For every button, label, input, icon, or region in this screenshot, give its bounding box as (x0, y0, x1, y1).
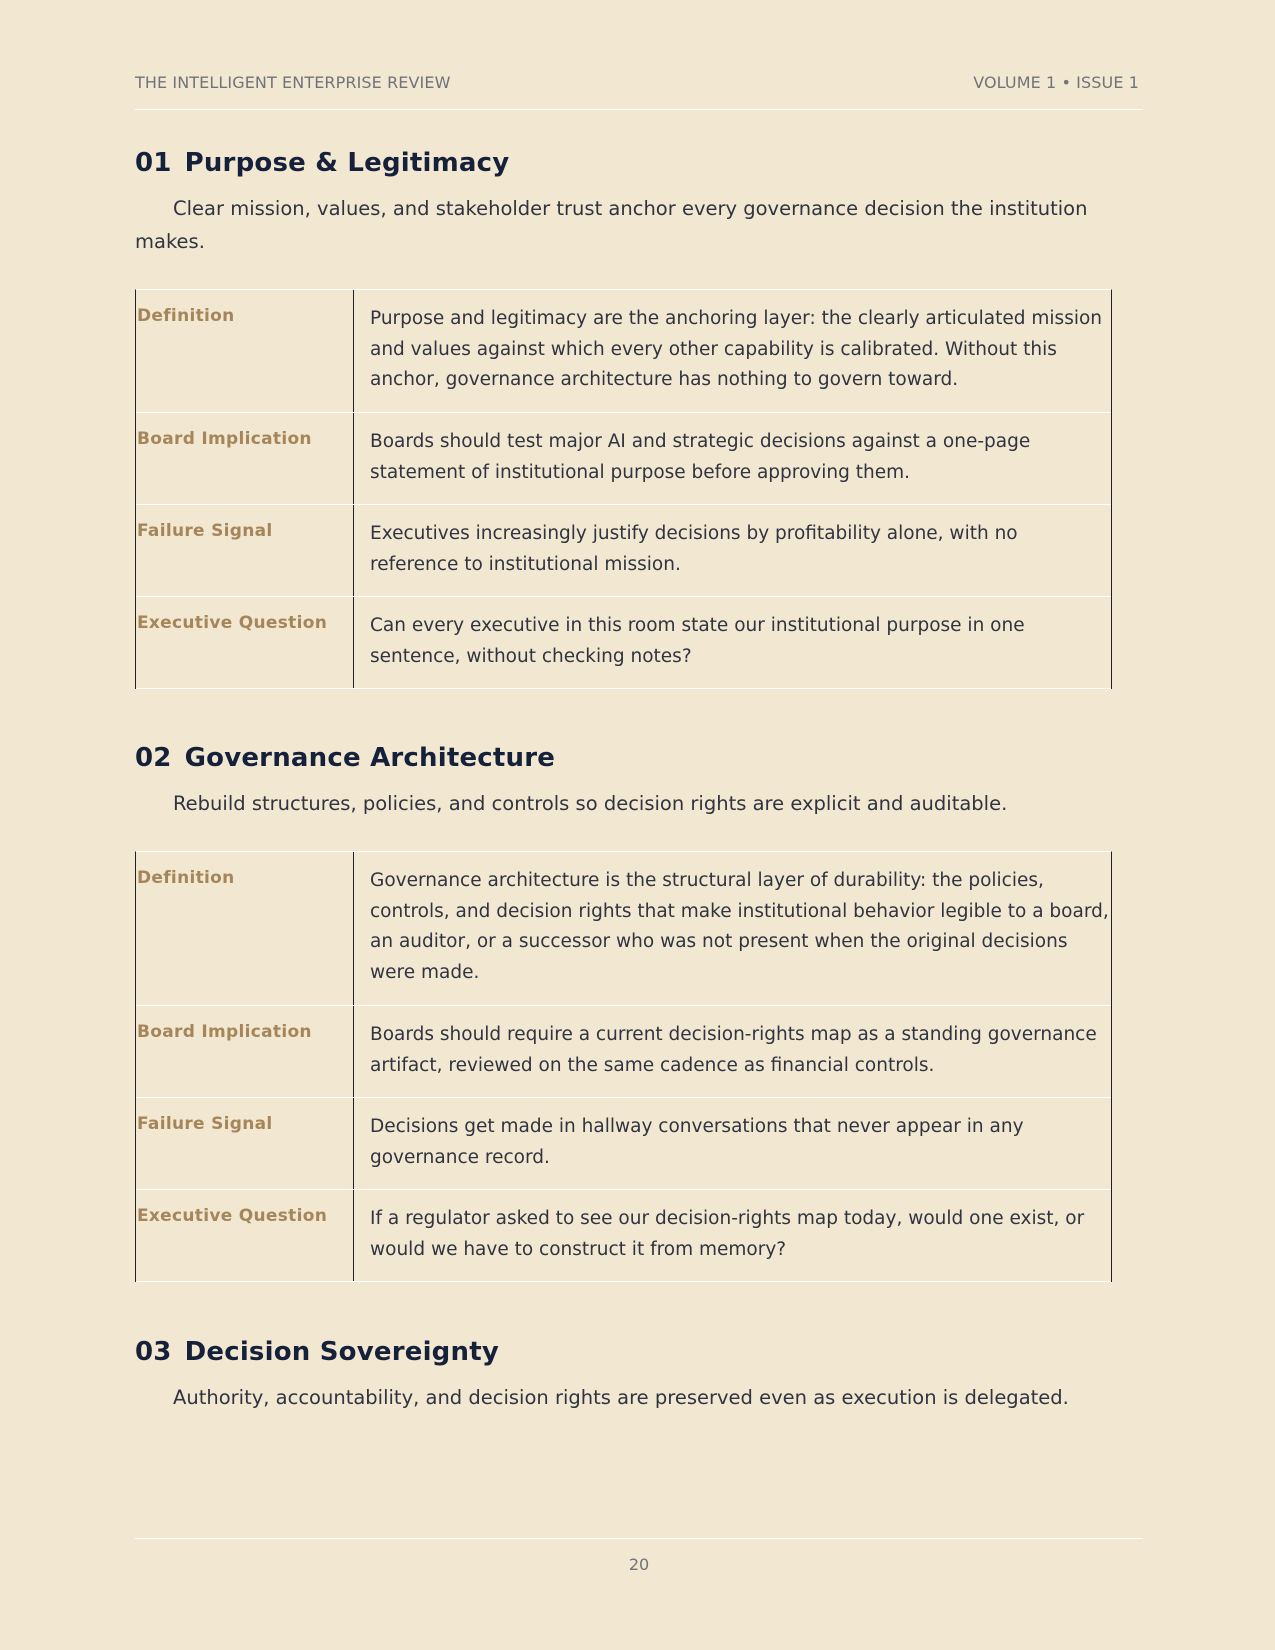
table-row (136, 290, 1111, 413)
row-label: Executive Question (136, 1190, 354, 1281)
row-text: Can every executive in this room state our institutional purpose in one sentence, without checking notes? (370, 615, 1025, 667)
definition-table (135, 289, 1112, 689)
row-text: Decisions get made in hallway conversations that never appear in any governance record. (370, 1116, 1024, 1168)
issue-label: VOLUME 1 • ISSUE 1 (973, 73, 1139, 92)
section-heading (135, 1337, 1143, 1367)
table-row (136, 597, 1111, 689)
section-title: Decision Sovereignty (184, 1337, 499, 1367)
definition-table (135, 851, 1112, 1282)
row-text: Governance architecture is the structural layer of durability: the policies, controls, and decision rights that make institutional behavior legible to a board, an auditor, or a successor who was not present when the original decisions were made. (370, 870, 1109, 983)
row-text: Boards should test major AI and strategic decisions against a one-page statement of institutional purpose before approving them. (370, 431, 1031, 483)
section-purpose-legitimacy (135, 148, 1143, 258)
section-number: 02 (135, 743, 172, 773)
row-text: Boards should require a current decision-rights map as a standing governance artifact, reviewed on the same cadence as financial controls. (370, 1024, 1097, 1076)
page-number: 20 (628, 1555, 650, 1574)
table-row (136, 1098, 1111, 1190)
table-row (136, 1006, 1111, 1098)
section-number: 03 (135, 1337, 172, 1367)
table-row (136, 852, 1111, 1006)
running-header (135, 73, 1143, 110)
row-label: Failure Signal (136, 505, 354, 596)
section-governance-architecture (135, 743, 1143, 820)
row-label: Executive Question (136, 597, 354, 688)
table-row (136, 413, 1111, 505)
section-title: Governance Architecture (184, 743, 556, 773)
section-number: 01 (135, 148, 172, 178)
running-footer (135, 1538, 1143, 1574)
row-label: Failure Signal (136, 1098, 354, 1189)
table-row (136, 1190, 1111, 1282)
row-text: If a regulator asked to see our decision-rights map today, would one exist, or would we have to construct it from memory? (370, 1208, 1085, 1260)
section-lede: Authority, accountability, and decision rights are preserved even as execution is delegated. (173, 1386, 1069, 1409)
row-label: Definition (136, 852, 354, 1005)
section-title: Purpose & Legitimacy (184, 148, 510, 178)
table-row (136, 505, 1111, 597)
row-label: Board Implication (136, 1006, 354, 1097)
row-label: Board Implication (136, 413, 354, 504)
section-heading (135, 743, 1143, 773)
row-text: Executives increasingly justify decisions by profitability alone, with no reference to institutional mission. (370, 523, 1018, 575)
row-label: Definition (136, 290, 354, 412)
section-decision-sovereignty (135, 1337, 1143, 1414)
section-heading (135, 148, 1143, 178)
publication-name: THE INTELLIGENT ENTERPRISE REVIEW (135, 73, 451, 92)
section-lede: Rebuild structures, policies, and controls so decision rights are explicit and auditable. (173, 792, 1008, 815)
row-text: Purpose and legitimacy are the anchoring layer: the clearly articulated mission and values against which every other capability is calibrated. Without this anchor, governance architecture has nothing to govern toward. (370, 308, 1103, 390)
section-lede: Clear mission, values, and stakeholder trust anchor every governance decision the institution makes. (135, 197, 1088, 253)
